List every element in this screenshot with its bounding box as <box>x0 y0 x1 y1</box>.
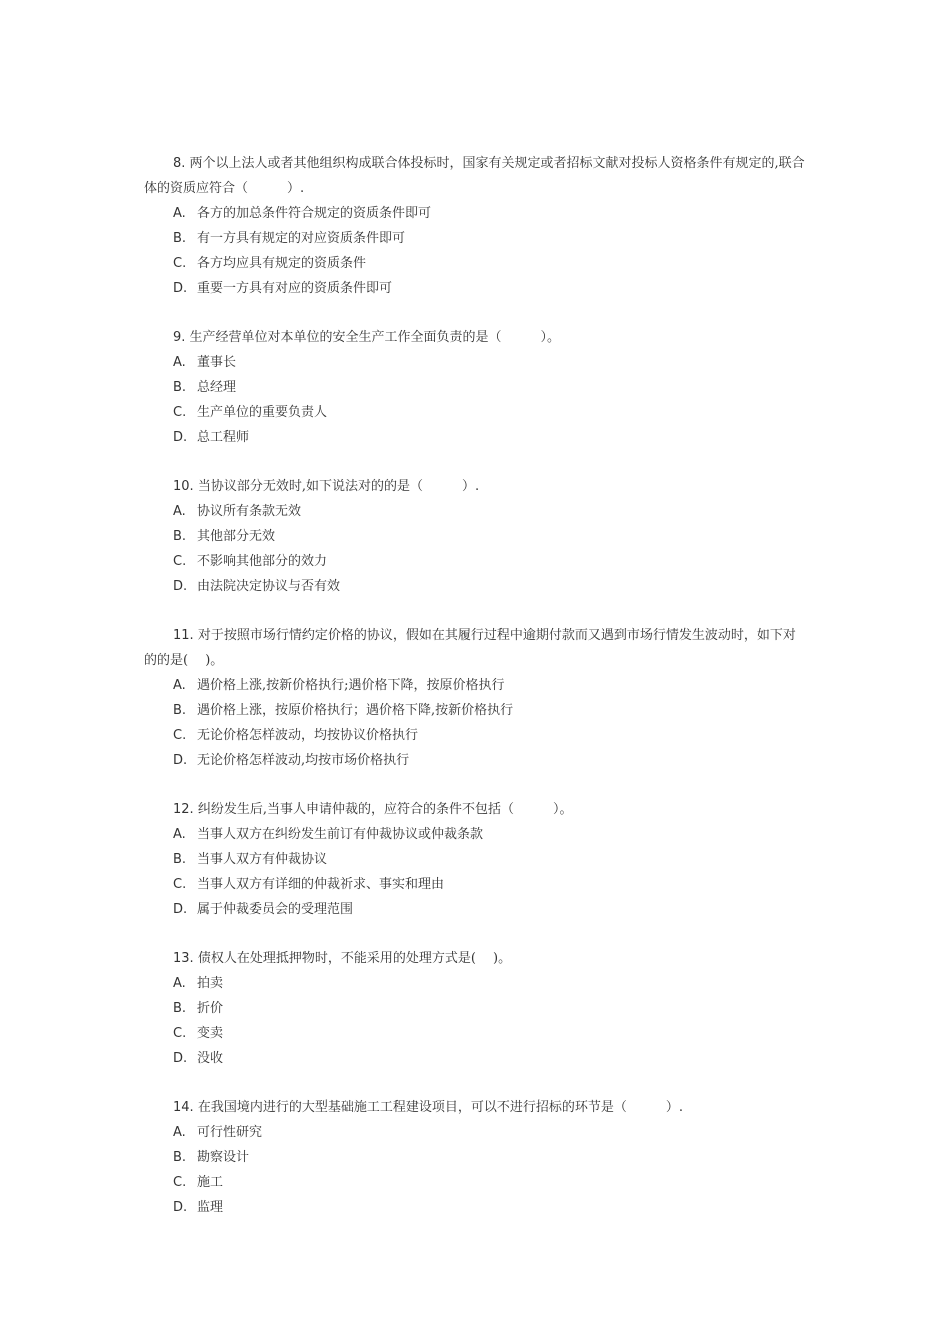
option-letter: C. <box>173 728 187 743</box>
option-d <box>144 1046 806 1071</box>
option-text: 协议所有条款无效 <box>197 504 302 519</box>
option-letter: A. <box>173 678 186 693</box>
question-stem <box>144 1095 806 1120</box>
question-text: 对于按照市场行情约定价格的协议，假如在其履行过程中逾期付款而又遇到市场行情发生波动时，如下对的的是( )。 <box>144 628 796 668</box>
question-12 <box>144 797 806 922</box>
option-text: 施工 <box>197 1175 224 1190</box>
option-d <box>144 276 806 301</box>
option-letter: C. <box>173 1026 187 1041</box>
question-number: 13. <box>173 951 194 966</box>
option-c <box>144 1021 806 1046</box>
option-text: 勘察设计 <box>197 1150 250 1165</box>
question-stem <box>144 474 806 499</box>
option-letter: A. <box>173 504 186 519</box>
question-number: 8. <box>173 156 186 171</box>
option-text: 变卖 <box>197 1026 224 1041</box>
option-text: 其他部分无效 <box>197 529 276 544</box>
option-letter: D. <box>173 579 188 594</box>
option-a <box>144 971 806 996</box>
option-c <box>144 549 806 574</box>
option-c <box>144 1170 806 1195</box>
question-stem <box>144 151 806 201</box>
option-text: 监理 <box>197 1200 224 1215</box>
option-text: 当事人双方有仲裁协议 <box>197 852 328 867</box>
question-number: 9. <box>173 330 186 345</box>
question-13 <box>144 946 806 1071</box>
option-letter: D. <box>173 281 188 296</box>
option-letter: B. <box>173 1150 187 1165</box>
option-text: 有一方具有规定的对应资质条件即可 <box>197 231 406 246</box>
option-b <box>144 847 806 872</box>
option-text: 拍卖 <box>197 976 224 991</box>
option-text: 各方均应具有规定的资质条件 <box>197 256 367 271</box>
question-stem <box>144 797 806 822</box>
question-9 <box>144 325 806 450</box>
option-c <box>144 400 806 425</box>
option-text: 可行性研究 <box>197 1125 263 1140</box>
option-letter: D. <box>173 753 188 768</box>
option-text: 重要一方具有对应的资质条件即可 <box>197 281 393 296</box>
option-c <box>144 723 806 748</box>
option-letter: C. <box>173 405 187 420</box>
question-stem <box>144 946 806 971</box>
question-8 <box>144 151 806 301</box>
question-number: 10. <box>173 479 194 494</box>
question-text: 在我国境内进行的大型基础施工工程建设项目，可以不进行招标的环节是（ ）. <box>197 1100 683 1115</box>
option-d <box>144 425 806 450</box>
option-text: 无论价格怎样波动,均按市场价格执行 <box>197 753 410 768</box>
question-text: 两个以上法人或者其他组织构成联合体投标时，国家有关规定或者招标文献对投标人资格条件有规定的,联合体的资质应符合（ ）. <box>144 156 805 196</box>
document-page <box>144 151 806 1244</box>
option-d <box>144 574 806 599</box>
option-letter: B. <box>173 529 187 544</box>
option-text: 折价 <box>197 1001 224 1016</box>
option-d <box>144 748 806 773</box>
question-11 <box>144 623 806 773</box>
option-d <box>144 897 806 922</box>
option-text: 没收 <box>197 1051 224 1066</box>
option-b <box>144 226 806 251</box>
option-letter: C. <box>173 554 187 569</box>
option-letter: C. <box>173 877 187 892</box>
option-b <box>144 698 806 723</box>
option-letter: A. <box>173 1125 186 1140</box>
option-a <box>144 673 806 698</box>
question-10 <box>144 474 806 599</box>
question-text: 债权人在处理抵押物时，不能采用的处理方式是( )。 <box>197 951 512 966</box>
option-letter: C. <box>173 1175 187 1190</box>
option-letter: A. <box>173 206 186 221</box>
option-b <box>144 375 806 400</box>
option-letter: B. <box>173 1001 187 1016</box>
question-text: 生产经营单位对本单位的安全生产工作全面负责的是（ ）。 <box>189 330 561 345</box>
option-text: 总工程师 <box>197 430 250 445</box>
option-text: 总经理 <box>197 380 237 395</box>
option-text: 遇价格上涨,按新价格执行;遇价格下降，按原价格执行 <box>197 678 505 693</box>
option-letter: C. <box>173 256 187 271</box>
option-letter: B. <box>173 380 187 395</box>
option-c <box>144 251 806 276</box>
option-b <box>144 524 806 549</box>
question-text: 纠纷发生后,当事人申请仲裁的，应符合的条件不包括（ ）。 <box>197 802 573 817</box>
option-text: 生产单位的重要负责人 <box>197 405 328 420</box>
question-number: 11. <box>173 628 194 643</box>
option-letter: B. <box>173 231 187 246</box>
option-letter: D. <box>173 430 188 445</box>
option-letter: A. <box>173 355 186 370</box>
question-stem <box>144 325 806 350</box>
question-14 <box>144 1095 806 1220</box>
option-text: 各方的加总条件符合规定的资质条件即可 <box>197 206 432 221</box>
option-text: 当事人双方在纠纷发生前订有仲裁协议或仲裁条款 <box>197 827 484 842</box>
option-text: 遇价格上涨，按原价格执行；遇价格下降,按新价格执行 <box>197 703 514 718</box>
option-c <box>144 872 806 897</box>
option-letter: B. <box>173 703 187 718</box>
option-a <box>144 499 806 524</box>
option-text: 当事人双方有详细的仲裁祈求、事实和理由 <box>197 877 445 892</box>
option-a <box>144 201 806 226</box>
option-a <box>144 1120 806 1145</box>
option-text: 不影响其他部分的效力 <box>197 554 328 569</box>
question-text: 当协议部分无效时,如下说法对的的是（ ）. <box>197 479 480 494</box>
question-stem <box>144 623 806 673</box>
option-letter: A. <box>173 976 186 991</box>
option-text: 由法院决定协议与否有效 <box>197 579 341 594</box>
option-d <box>144 1195 806 1220</box>
option-text: 董事长 <box>197 355 237 370</box>
option-text: 无论价格怎样波动，均按协议价格执行 <box>197 728 419 743</box>
option-letter: D. <box>173 902 188 917</box>
option-b <box>144 996 806 1021</box>
option-a <box>144 350 806 375</box>
option-a <box>144 822 806 847</box>
option-letter: D. <box>173 1200 188 1215</box>
option-b <box>144 1145 806 1170</box>
option-letter: A. <box>173 827 186 842</box>
option-text: 属于仲裁委员会的受理范围 <box>197 902 354 917</box>
option-letter: D. <box>173 1051 188 1066</box>
question-number: 14. <box>173 1100 194 1115</box>
option-letter: B. <box>173 852 187 867</box>
question-number: 12. <box>173 802 194 817</box>
